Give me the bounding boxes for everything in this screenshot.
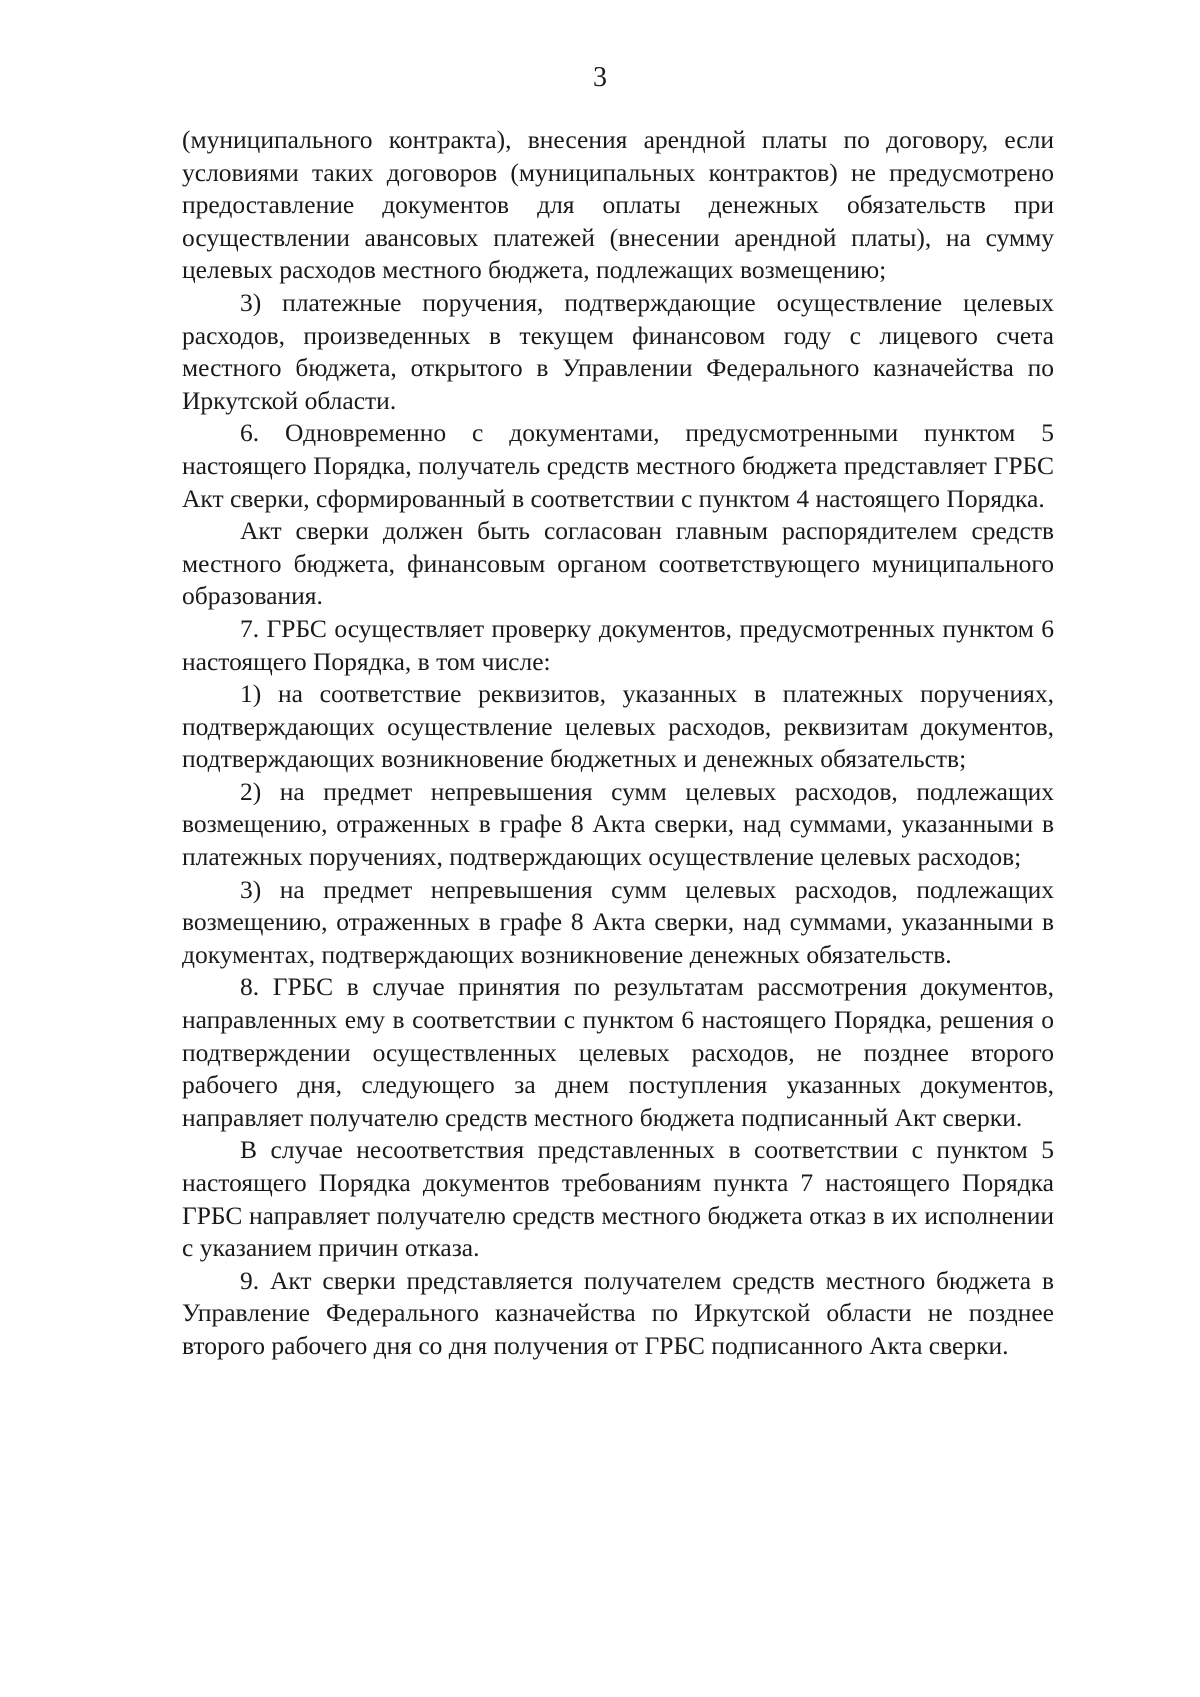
- paragraph-section-9: 9. Акт сверки представляется получателем средств местного бюджета в Управление Федерального казначейства по Иркутской области не позднее второго рабочего дня со дня получения от ГРБС подписанного Акта сверки.: [182, 1265, 1054, 1360]
- paragraph-continuation: (муниципального контракта), внесения арендной платы по договору, если условиями таких договоров (муниципальных контрактов) не предусмотрено предоставление документов для оплаты денежных обязательств при осуществлении авансовых платежей (внесении арендной платы), на сумму целевых расходов местного бюджета, подлежащих возмещению;: [182, 125, 1054, 285]
- paragraph-check-item-3: 3) на предмет непревышения сумм целевых расходов, подлежащих возмещению, отраженных в графе 8 Акта сверки, над суммами, указанными в документах, подтверждающих возникновение денежных обязательств.: [182, 874, 1054, 969]
- paragraph-reconciliation-approval: Акт сверки должен быть согласован главным распорядителем средств местного бюджета, финансовым органом соответствующего муниципального образования.: [182, 516, 1054, 611]
- paragraph-section-8: 8. ГРБС в случае принятия по результатам рассмотрения документов, направленных ему в соответствии с пунктом 6 настоящего Порядка, решения о подтверждении осуществленных целевых расходов, не позднее второго рабочего дня, следующего за днем поступления указанных документов, направляет получателю средств местного бюджета подписанный Акт сверки.: [182, 972, 1054, 1132]
- paragraph-check-item-1: 1) на соответствие реквизитов, указанных в платежных поручениях, подтверждающих осуществление целевых расходов, реквизитам документов, подтверждающих возникновение бюджетных и денежных обязательств;: [182, 679, 1054, 774]
- paragraph-check-item-2: 2) на предмет непревышения сумм целевых расходов, подлежащих возмещению, отраженных в графе 8 Акта сверки, над суммами, указанными в платежных поручениях, подтверждающих осуществление целевых расходов;: [182, 776, 1054, 872]
- paragraph-section-6: 6. Одновременно с документами, предусмотренными пунктом 5 настоящего Порядка, получатель средств местного бюджета представляет ГРБС Акт сверки, сформированный в соответствии с пунктом 4 настоящего Порядка.: [182, 418, 1054, 513]
- document-body: [182, 124, 1054, 1363]
- paragraph-item-3-payment-orders: 3) платежные поручения, подтверждающие осуществление целевых расходов, произведенных в текущем финансовом году с лицевого счета местного бюджета, открытого в Управлении Федерального казначейства по Иркутской области.: [182, 287, 1054, 415]
- paragraph-refusal-case: В случае несоответствия представленных в соответствии с пунктом 5 настоящего Порядка документов требованиям пункта 7 настоящего Порядка ГРБС направляет получателю средств местного бюджета отказ в их исполнении с указанием причин отказа.: [182, 1135, 1054, 1263]
- paragraph-section-7: 7. ГРБС осуществляет проверку документов, предусмотренных пунктом 6 настоящего Порядка, в том числе:: [182, 613, 1054, 676]
- page-number: 3: [593, 62, 607, 93]
